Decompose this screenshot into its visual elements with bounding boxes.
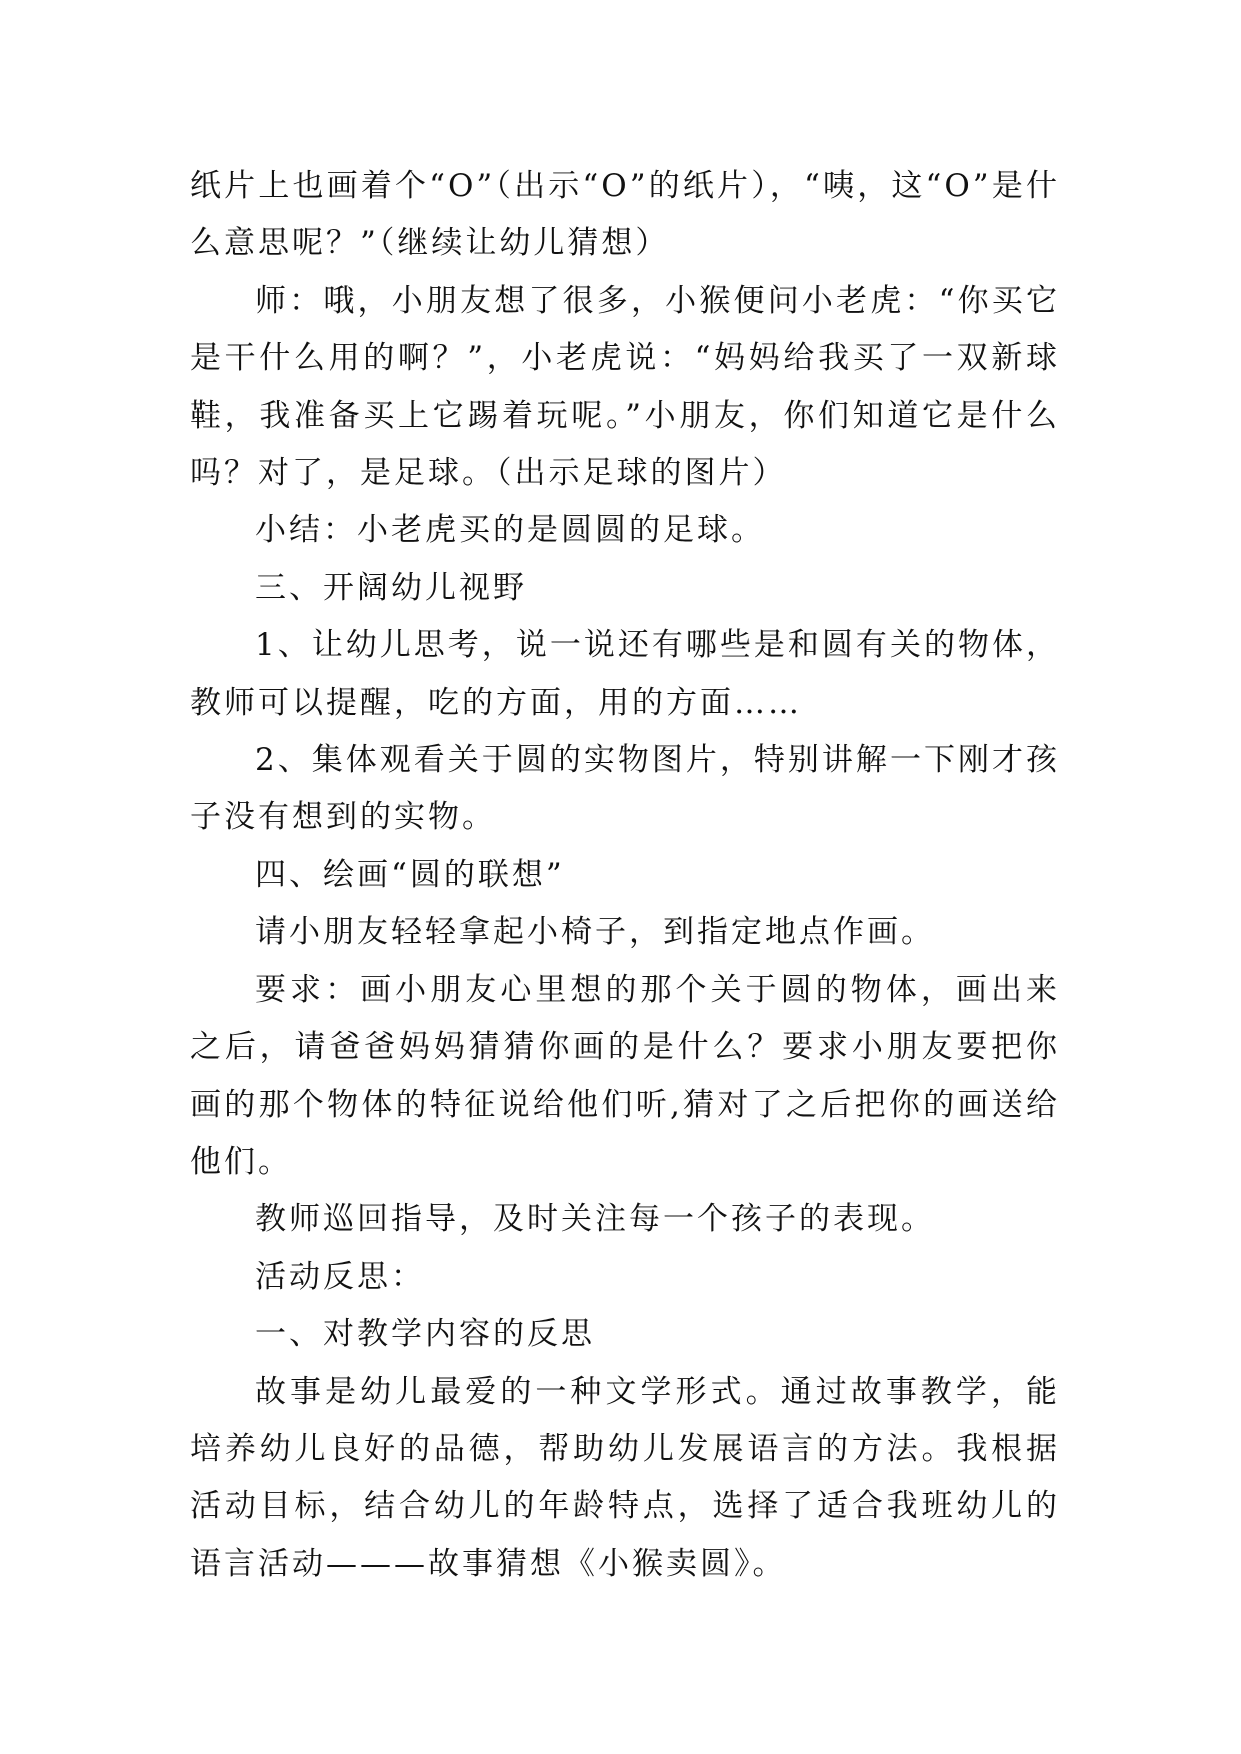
paragraph-5: 1、让幼儿思考，说一说还有哪些是和圆有关的物体，教师可以提醒，吃的方面，用的方面…… (190, 627, 1060, 721)
paragraph-13: 故事是幼儿最爱的一种文学形式。通过故事教学，能培养幼儿良好的品德，帮助幼儿发展语言的方法。我根据活动目标，结合幼儿的年龄特点，选择了适合我班幼儿的语言活动———故事猜想《小猴卖圆》。 (190, 1373, 1060, 1582)
paragraph-9: 要求：画小朋友心里想的那个关于圆的物体，画出来之后，请爸爸妈妈猜猜你画的是什么？要求小朋友要把你画的那个物体的特征说给他们听,猜对了之后把你的画送给他们。 (190, 971, 1060, 1180)
section-heading-4: 四、绘画“圆的联想” (255, 856, 565, 893)
paragraph-10: 教师巡回指导，及时关注每一个孩子的表现。 (255, 1201, 935, 1238)
paragraph-3: 小结：小老虎买的是圆圆的足球。 (255, 512, 765, 549)
reflection-heading: 活动反思： (255, 1258, 425, 1295)
reflection-subheading-1: 一、对教学内容的反思 (255, 1316, 595, 1353)
section-heading-3: 三、开阔幼儿视野 (255, 569, 527, 606)
paragraph-1: 纸片上也画着个“O”（出示“O”的纸片），“咦，这“O”是什么意思呢？”（继续让幼儿猜想） (190, 168, 1060, 262)
paragraph-2: 师：哦，小朋友想了很多，小猴便问小老虎：“你买它是干什么用的啊？”，小老虎说：“妈妈给我买了一双新球鞋，我准备买上它踢着玩呢。”小朋友，你们知道它是什么吗？对了，是足球。（出示足球的图片） (190, 282, 1060, 492)
paragraph-6: 2、集体观看关于圆的实物图片，特别讲解一下刚才孩子没有想到的实物。 (190, 742, 1060, 836)
document-page (190, 158, 1060, 1593)
paragraph-8: 请小朋友轻轻拿起小椅子，到指定地点作画。 (255, 914, 935, 951)
